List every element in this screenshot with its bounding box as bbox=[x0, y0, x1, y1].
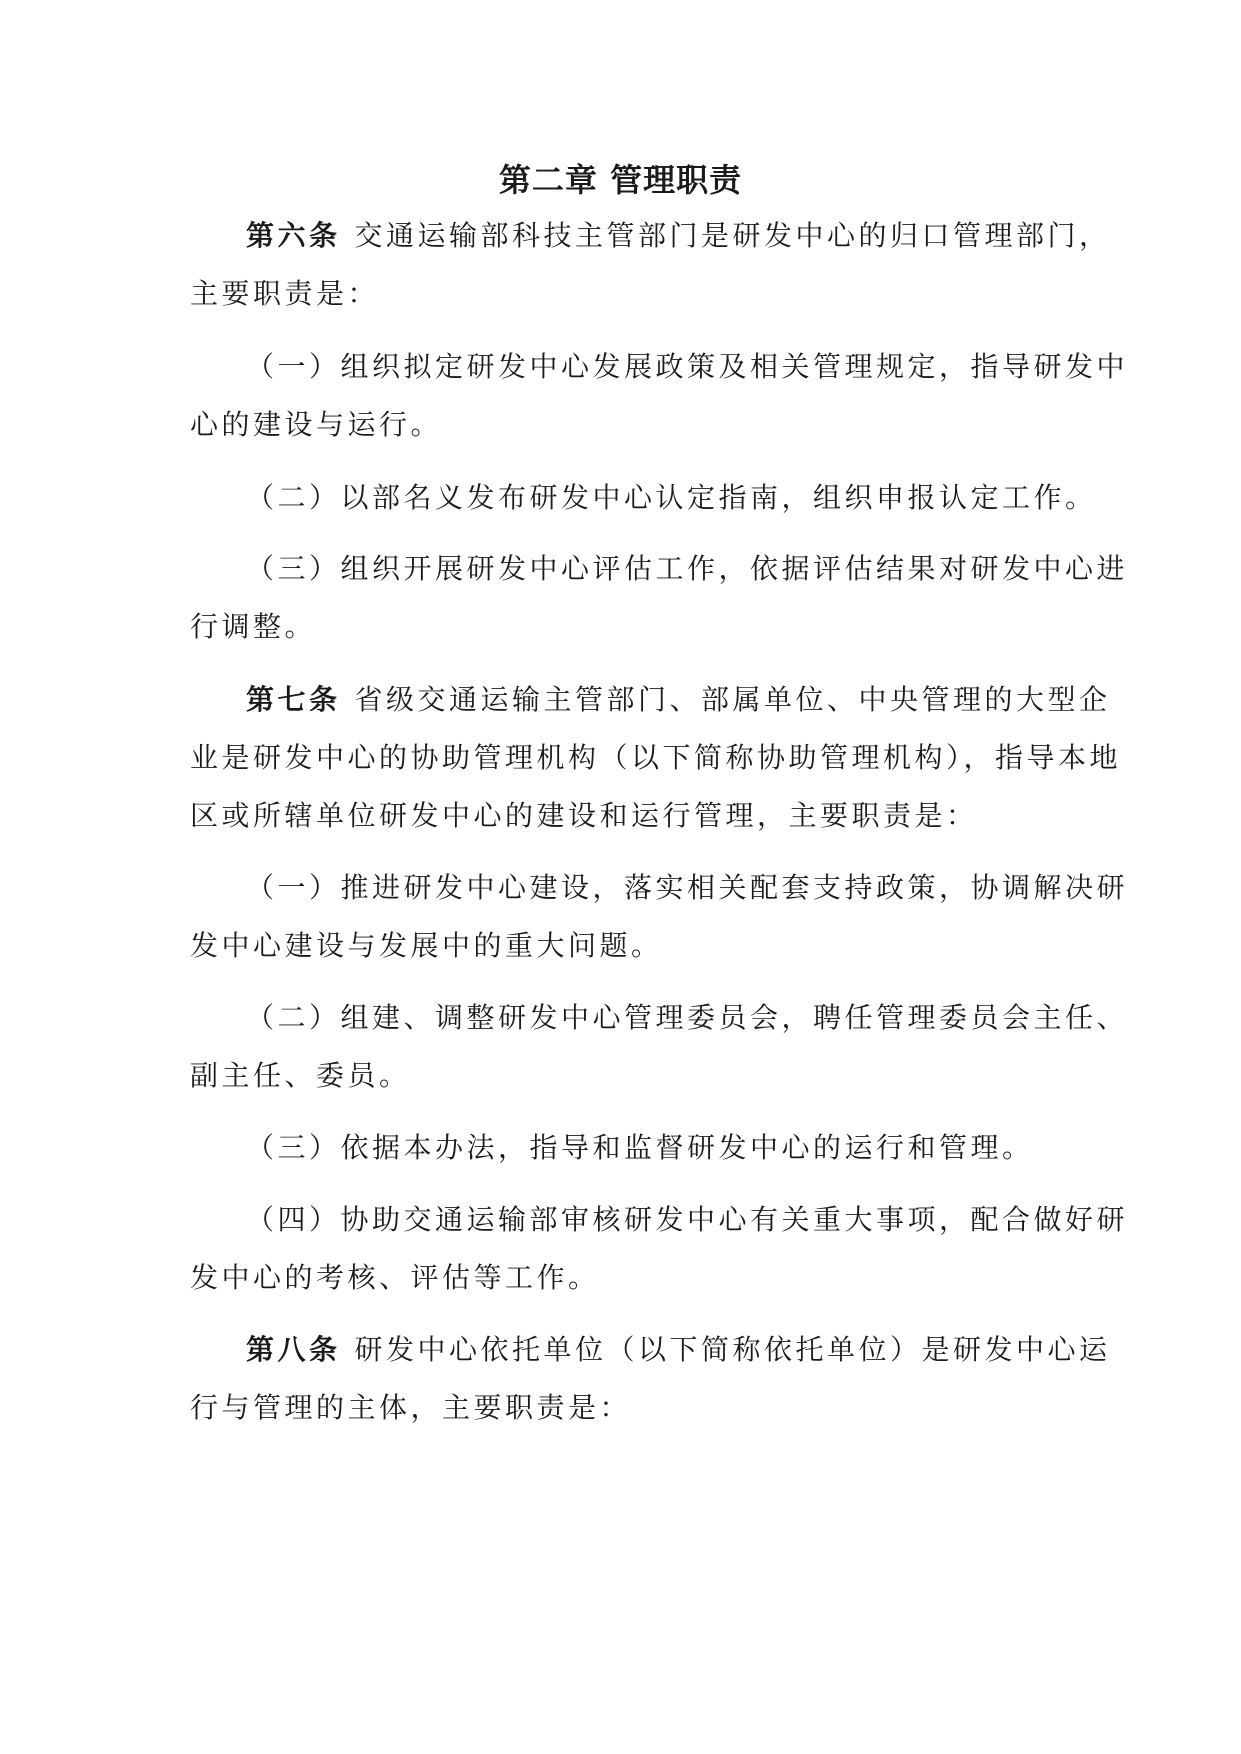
article-7-line-1 bbox=[246, 678, 1126, 722]
article-8-text-1: 研发中心依托单位（以下简称依托单位）是研发中心运 bbox=[354, 1333, 1111, 1366]
article-8-line-1 bbox=[246, 1328, 1126, 1372]
article-7-text-1: 省级交通运输主管部门、部属单位、中央管理的大型企 bbox=[354, 683, 1111, 716]
article-6-item-1-line-1: （一）组织拟定研发中心发展政策及相关管理规定，指导研发中 bbox=[246, 350, 1129, 383]
article-6-item-2-line-1: （二）以部名义发布研发中心认定指南，组织申报认定工作。 bbox=[246, 481, 1097, 514]
article-7-item-3-line-1: （三）依据本办法，指导和监督研发中心的运行和管理。 bbox=[246, 1131, 1034, 1164]
article-7-text-2: 业是研发中心的协助管理机构（以下简称协助管理机构），指导本地 bbox=[190, 741, 1122, 774]
article-6-line-1 bbox=[246, 214, 1126, 258]
article-8-text-2: 行与管理的主体，主要职责是： bbox=[190, 1391, 632, 1424]
article-7-item-2-line-2: 副主任、委员。 bbox=[190, 1059, 411, 1092]
article-6-text-1: 交通运输部科技主管部门是研发中心的归口管理部门， bbox=[354, 219, 1111, 252]
article-6-label: 第六条 bbox=[246, 219, 341, 252]
article-7-item-4-line-2: 发中心的考核、评估等工作。 bbox=[190, 1261, 600, 1294]
article-7-text-3: 区或所辖单位研发中心的建设和运行管理，主要职责是： bbox=[190, 799, 978, 832]
article-6-item-1-line-2: 心的建设与运行。 bbox=[190, 408, 443, 441]
article-6-text-2: 主要职责是： bbox=[190, 277, 380, 310]
chapter-title: 第二章 管理职责 bbox=[498, 161, 743, 199]
article-7-item-2-line-1: （二）组建、调整研发中心管理委员会，聘任管理委员会主任、 bbox=[246, 1001, 1129, 1034]
article-7-item-4-line-1: （四）协助交通运输部审核研发中心有关重大事项，配合做好研 bbox=[246, 1203, 1129, 1236]
article-7-label: 第七条 bbox=[246, 683, 341, 716]
article-6-item-3-line-2: 行调整。 bbox=[190, 610, 317, 643]
article-6-item-3-line-1: （三）组织开展研发中心评估工作，依据评估结果对研发中心进 bbox=[246, 552, 1129, 585]
article-7-item-1-line-1: （一）推进研发中心建设，落实相关配套支持政策，协调解决研 bbox=[246, 871, 1129, 904]
article-7-item-1-line-2: 发中心建设与发展中的重大问题。 bbox=[190, 929, 663, 962]
article-8-label: 第八条 bbox=[246, 1333, 341, 1366]
